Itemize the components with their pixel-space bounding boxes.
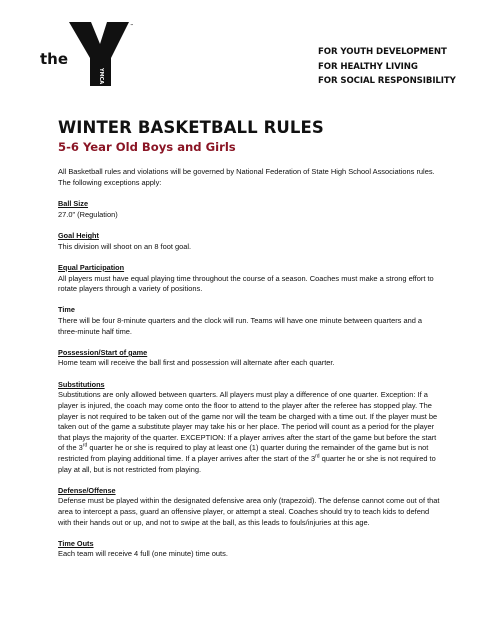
ymca-logo: [40, 20, 136, 88]
section-time: [58, 305, 441, 337]
section-time-outs: [58, 539, 441, 560]
ordinal-suffix: rd: [82, 442, 88, 449]
section-heading: Defense/Offense: [58, 485, 116, 495]
tagline-line-3: FOR SOCIAL RESPONSIBILITY: [318, 76, 456, 86]
logo-word: the: [40, 50, 69, 68]
section-substitutions: [58, 380, 441, 475]
section-possession: [58, 348, 441, 369]
section-heading: Time: [58, 305, 75, 315]
section-equal-participation: [58, 263, 441, 295]
tagline-line-1: FOR YOUTH DEVELOPMENT: [318, 47, 447, 57]
body-part-2: quarter he or she is required to play at least one (1) quarter during the remainder of the game but is not restricted from playing additional time. If a player arrives after the start of the 3: [58, 443, 429, 463]
tagline-line-2: FOR HEALTHY LIVING: [318, 61, 418, 72]
section-defense-offense: [58, 486, 441, 528]
section-body: 27.0" (Regulation): [58, 209, 118, 219]
section-body: [58, 390, 441, 475]
ordinal-suffix: rd: [315, 453, 320, 460]
body-part-3: quarter he or she is not required to play at all, but is not restricted from playing.: [58, 453, 436, 474]
section-body: All players must have equal playing time throughout the course of a season. Coaches must make a strong effort to rotate players through a variety of positions.: [58, 273, 434, 294]
body-part-1: Substitutions are only allowed between quarters. All players must play a difference of one quarter. Exception: If a player is injured, the coach may come onto the floor to attend to the player after the referee has stopped play. The player is not required to be taken out of the game nor will the team be charged with a time out. If the player must be taken out of the game a substitute player may take his or her place. The period will count as a period for the player that plays the majority of the quarter. EXCEPTION: If a player arrives after the start of the game but before the start of the 3: [58, 390, 438, 453]
logo-small: YMCA: [98, 68, 104, 85]
section-heading: Ball Size: [58, 199, 89, 209]
page-title: WINTER BASKETBALL RULES: [58, 118, 324, 137]
trademark-mark: ™: [130, 23, 134, 28]
section-body: Defense must be played within the designated defensive area only (trapezoid). The defense cannot come out of that area to intercept a pass, guard an offensive player, or attempt a steal. Coaches should try to teach kids to defend with their hands out or up, and not to swipe at the ball, as this leads to fouls/injuries at this age.: [58, 496, 440, 527]
intro-paragraph: All Basketball rules and violations will be governed by National Federation of State High School Associations rules. The following exceptions apply:: [58, 167, 435, 187]
section-body: This division will shoot on an 8 foot goal.: [58, 241, 192, 251]
ymca-logo-graphic: [40, 20, 136, 88]
section-heading: Substitutions: [58, 379, 105, 389]
section-heading: Possession/Start of game: [58, 347, 148, 357]
section-body: Each team will receive 4 full (one minute) time outs.: [58, 549, 228, 559]
page-subtitle: 5-6 Year Old Boys and Girls: [58, 140, 236, 154]
section-heading: Time Outs: [58, 538, 94, 548]
section-body: Home team will receive the ball first and possession will alternate after each quarter.: [58, 358, 335, 368]
section-ball-size: [58, 199, 441, 220]
section-body: There will be four 8-minute quarters and the clock will run. Teams will have one minute between quarters and a three-minute half time.: [58, 316, 423, 336]
tagline: [318, 45, 456, 89]
section-heading: Equal Participation: [58, 262, 125, 272]
rules-content: [58, 167, 441, 571]
section-goal-height: [58, 231, 441, 252]
section-heading: Goal Height: [58, 231, 99, 241]
